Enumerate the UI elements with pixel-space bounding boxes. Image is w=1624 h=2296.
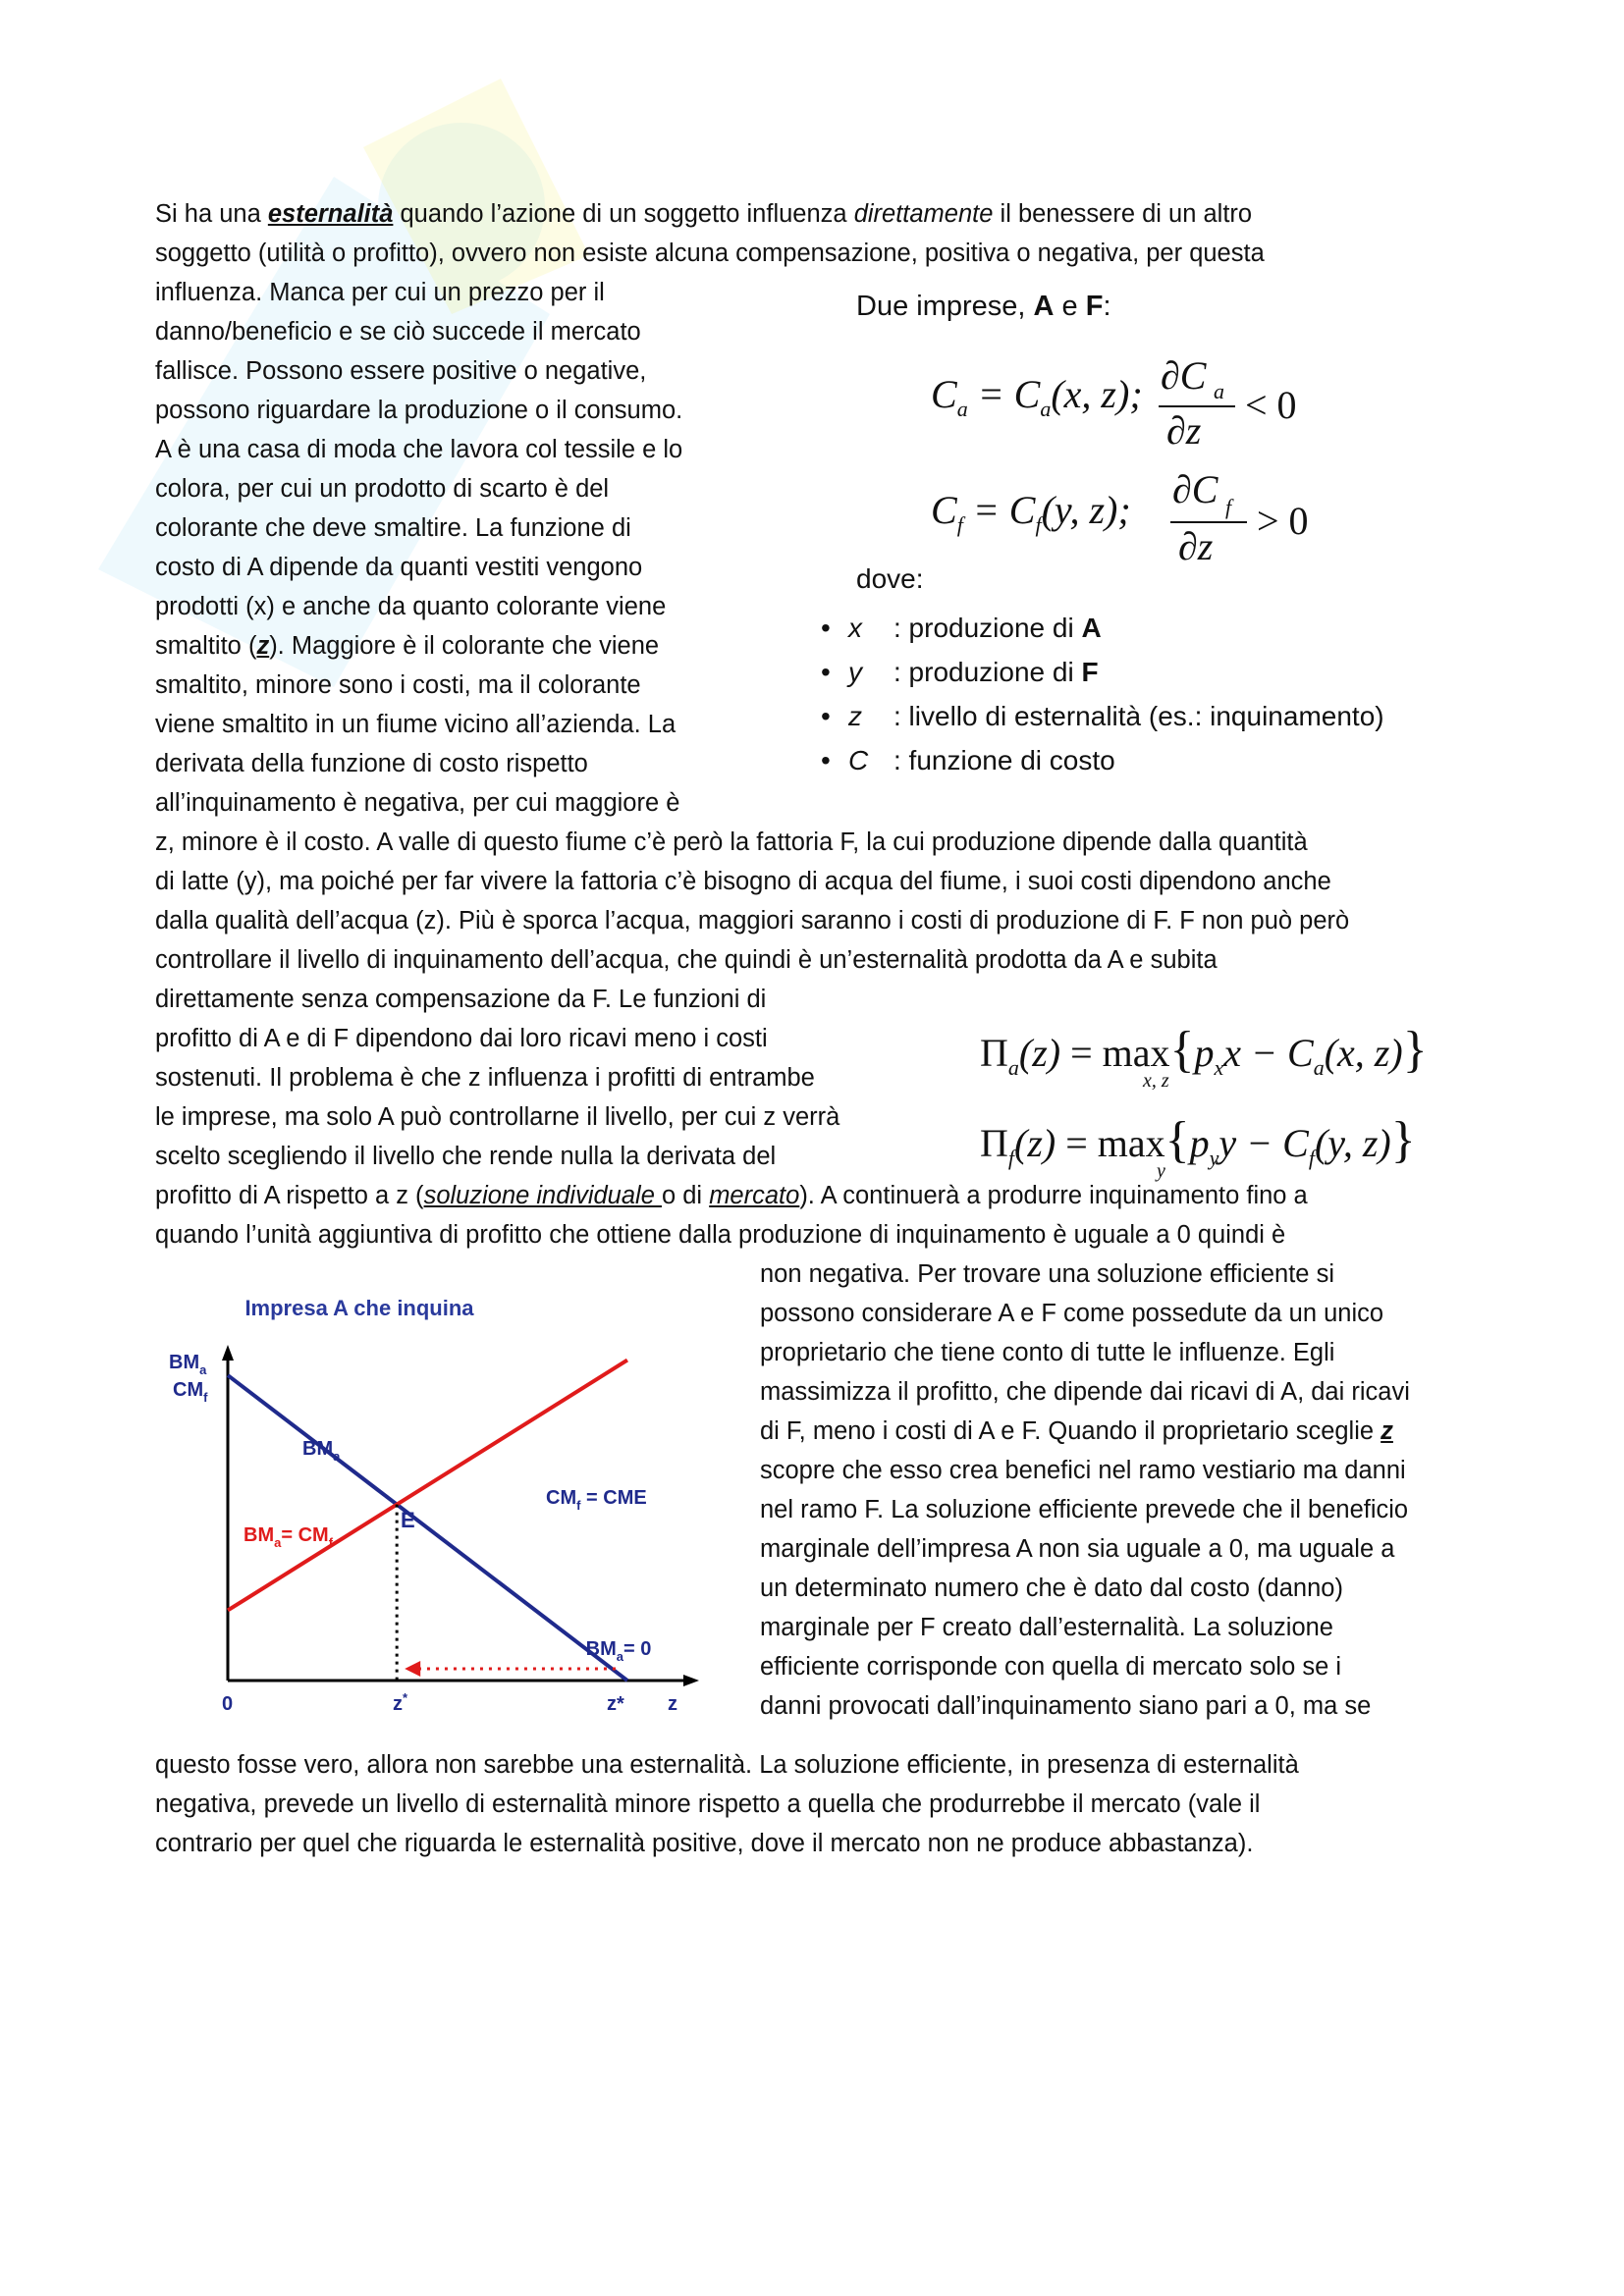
text-line-40: questo fosse vero, allora non sarebbe una esternalità. La soluzione efficiente, in presenza di esternalità: [155, 1751, 1299, 1779]
formula-profit-f: $\Pi_f(z) = \max\{p_yy - C_f(y$, z)}: [980, 1112, 1416, 1170]
text-line-5: fallisce. Possono essere positive o negative,: [155, 357, 647, 385]
y-axis-arrow: [222, 1345, 234, 1361]
legend-row-x: • x : produzione di A: [821, 613, 1102, 643]
text-line-26: profitto di A rispetto a z (soluzione individuale o di mercato). A continuerà a produrre inquinamento fino a: [155, 1182, 1308, 1209]
text-line-41: negativa, prevede un livello di esternalità minore rispetto a quella che produrrebbe il mercato (vale il: [155, 1790, 1261, 1818]
label-equality: $BM_a= CM_f$: [244, 1524, 334, 1550]
text-line-23: sostenuti. Il problema è che z influenza i profitti di entrambe: [155, 1064, 815, 1092]
label-point-e: E: [401, 1508, 415, 1532]
formula-cost-f: $C_f = C_f(y$, z);: [931, 488, 1131, 537]
text-line-29: possono considerare A e F come possedute da un unico: [760, 1300, 1384, 1327]
text-line-37: marginale per F creato dall’esternalità. La soluzione: [760, 1614, 1333, 1641]
label-bma-zero: $BM_a= 0$: [585, 1638, 652, 1664]
text-line-31: massimizza il profitto, che dipende dai ricavi di A, dai ricavi: [760, 1378, 1410, 1406]
x-axis-arrow: [683, 1675, 699, 1686]
x-axis-label: z: [668, 1693, 677, 1715]
text-line-28: non negativa. Per trovare una soluzione efficiente si: [760, 1260, 1334, 1288]
legend-row-y: • y : produzione di F: [821, 657, 1099, 687]
text-line-19: dalla qualità dell’acqua (z). Più è sporca l’acqua, maggiori saranno i costi di produzione di F. F non può però: [155, 907, 1350, 934]
legend-row-c: • C : funzione di costo: [821, 745, 1115, 775]
label-z-market: z*: [607, 1693, 624, 1715]
formula-derivative-a: [1157, 349, 1304, 457]
svg-text:∂C: ∂C: [1172, 467, 1218, 511]
text-line-30: proprietario che tiene conto di tutte le influenze. Egli: [760, 1339, 1335, 1366]
series-line-cmf: [228, 1361, 627, 1611]
text-line-1: Si ha una esternalità quando l’azione di un soggetto influenza direttamente il benessere di un altro: [155, 200, 1253, 228]
text-line-35: marginale dell’impresa A non sia uguale a 0, ma uguale a: [760, 1535, 1395, 1563]
formula-profit-a: $\Pi_a(z) = \max\{p_xx - C_a(x$, z)}: [980, 1022, 1428, 1080]
text-line-15: derivata della funzione di costo rispetto: [155, 750, 588, 777]
text-line-27: quando l’unità aggiuntiva di profitto che ottiene dalla produzione di inquinamento è uguale a 0 quindi è: [155, 1221, 1286, 1249]
formula-profit-f-sub: y: [1157, 1160, 1165, 1182]
svg-text:< 0: < 0: [1245, 383, 1297, 427]
svg-text:∂C: ∂C: [1161, 353, 1207, 398]
text-line-11: prodotti (x) e anche da quanto colorante viene: [155, 593, 667, 620]
text-line-16: all’inquinamento è negativa, per cui maggiore è: [155, 789, 680, 817]
label-cmf-cme: $CM_f$ = CME: [546, 1487, 647, 1513]
legend-row-z: • z : livello di esternalità (es.: inquinamento): [821, 701, 1384, 731]
text-line-42: contrario per quel che riguarda le esternalità positive, dove il mercato non ne produce abbastanza).: [155, 1830, 1254, 1857]
text-line-33: scopre che esso crea benefici nel ramo vestiario ma danni: [760, 1457, 1406, 1484]
text-line-38: efficiente corrisponde con quella di mercato solo se i: [760, 1653, 1342, 1681]
text-line-4: danno/beneficio e se ciò succede il mercato: [155, 318, 641, 346]
text-line-13: smaltito, minore sono i costi, ma il colorante: [155, 671, 641, 699]
cost-figure-title: Due imprese, A e F:: [856, 291, 1111, 322]
text-line-22: profitto di A e di F dipendono dai loro ricavi meno i costi: [155, 1025, 768, 1052]
svg-text:> 0: > 0: [1257, 499, 1309, 543]
text-line-8: colora, per cui un prodotto di scarto è del: [155, 475, 610, 503]
label-z-efficient: z*: [393, 1690, 408, 1715]
text-line-9: colorante che deve smaltire. La funzione di: [155, 514, 631, 542]
formula-derivative-f: [1168, 463, 1316, 571]
formula-profit-a-sub: x, z: [1143, 1070, 1169, 1092]
text-line-25: scelto scegliendo il livello che rende nulla la derivata del: [155, 1143, 777, 1170]
text-line-14: viene smaltito in un fiume vicino all’azienda. La: [155, 711, 677, 738]
label-bma-line: $BM_a$: [302, 1438, 341, 1464]
text-line-32: di F, meno i costi di A e F. Quando il proprietario sceglie z: [760, 1417, 1393, 1445]
y-axis-label-cm: $CM_f$: [173, 1379, 208, 1405]
text-line-34: nel ramo F. La soluzione efficiente prevede che il beneficio: [760, 1496, 1409, 1523]
text-line-3: influenza. Manca per cui un prezzo per il: [155, 279, 605, 306]
text-line-21: direttamente senza compensazione da F. Le funzioni di: [155, 986, 767, 1013]
text-line-7: A è una casa di moda che lavora col tessile e lo: [155, 436, 683, 463]
chart-impresa-a: [157, 1286, 707, 1728]
text-line-20: controllare il livello di inquinamento dell’acqua, che quindi è un’esternalità prodotta da A e subita: [155, 946, 1218, 974]
text-line-2: soggetto (utilità o profitto), ovvero non esiste alcuna compensazione, positiva o negativa, per questa: [155, 240, 1265, 267]
term-esternalita: esternalità: [267, 200, 394, 228]
text-line-17: z, minore è il costo. A valle di questo fiume c’è però la fattoria F, la cui produzione dipende dalla quantità: [155, 828, 1308, 856]
chart-title: Impresa A che inquina: [244, 1296, 474, 1320]
svg-text:f: f: [1225, 495, 1232, 519]
text-line-6: possono riguardare la produzione o il consumo.: [155, 397, 683, 424]
text-line-24: le imprese, ma solo A può controllarne il livello, per cui z verrà: [155, 1103, 840, 1131]
y-axis-label-bm: $BM_a$: [169, 1352, 207, 1377]
formula-cost-a: $C_a = C_a(x$, z);: [931, 372, 1143, 421]
text-line-18: di latte (y), ma poiché per far vivere la fattoria c’è bisogno di acqua del fiume, i suoi costi dipendono anche: [155, 868, 1331, 895]
text-line-39: danni provocati dall’inquinamento siano pari a 0, ma se: [760, 1692, 1372, 1720]
text-line-10: costo di A dipende da quanti vestiti vengono: [155, 554, 643, 581]
origin-label: 0: [222, 1693, 234, 1715]
svg-text:∂z: ∂z: [1166, 408, 1202, 453]
svg-text:∂z: ∂z: [1178, 524, 1214, 568]
cost-figure-dove: dove:: [856, 563, 924, 594]
svg-text:a: a: [1214, 379, 1224, 403]
shift-arrow-head: [405, 1661, 420, 1677]
text-line-36: un determinato numero che è dato dal costo (danno): [760, 1575, 1343, 1602]
text-line-12: smaltito (z). Maggiore è il colorante che viene: [155, 632, 660, 660]
